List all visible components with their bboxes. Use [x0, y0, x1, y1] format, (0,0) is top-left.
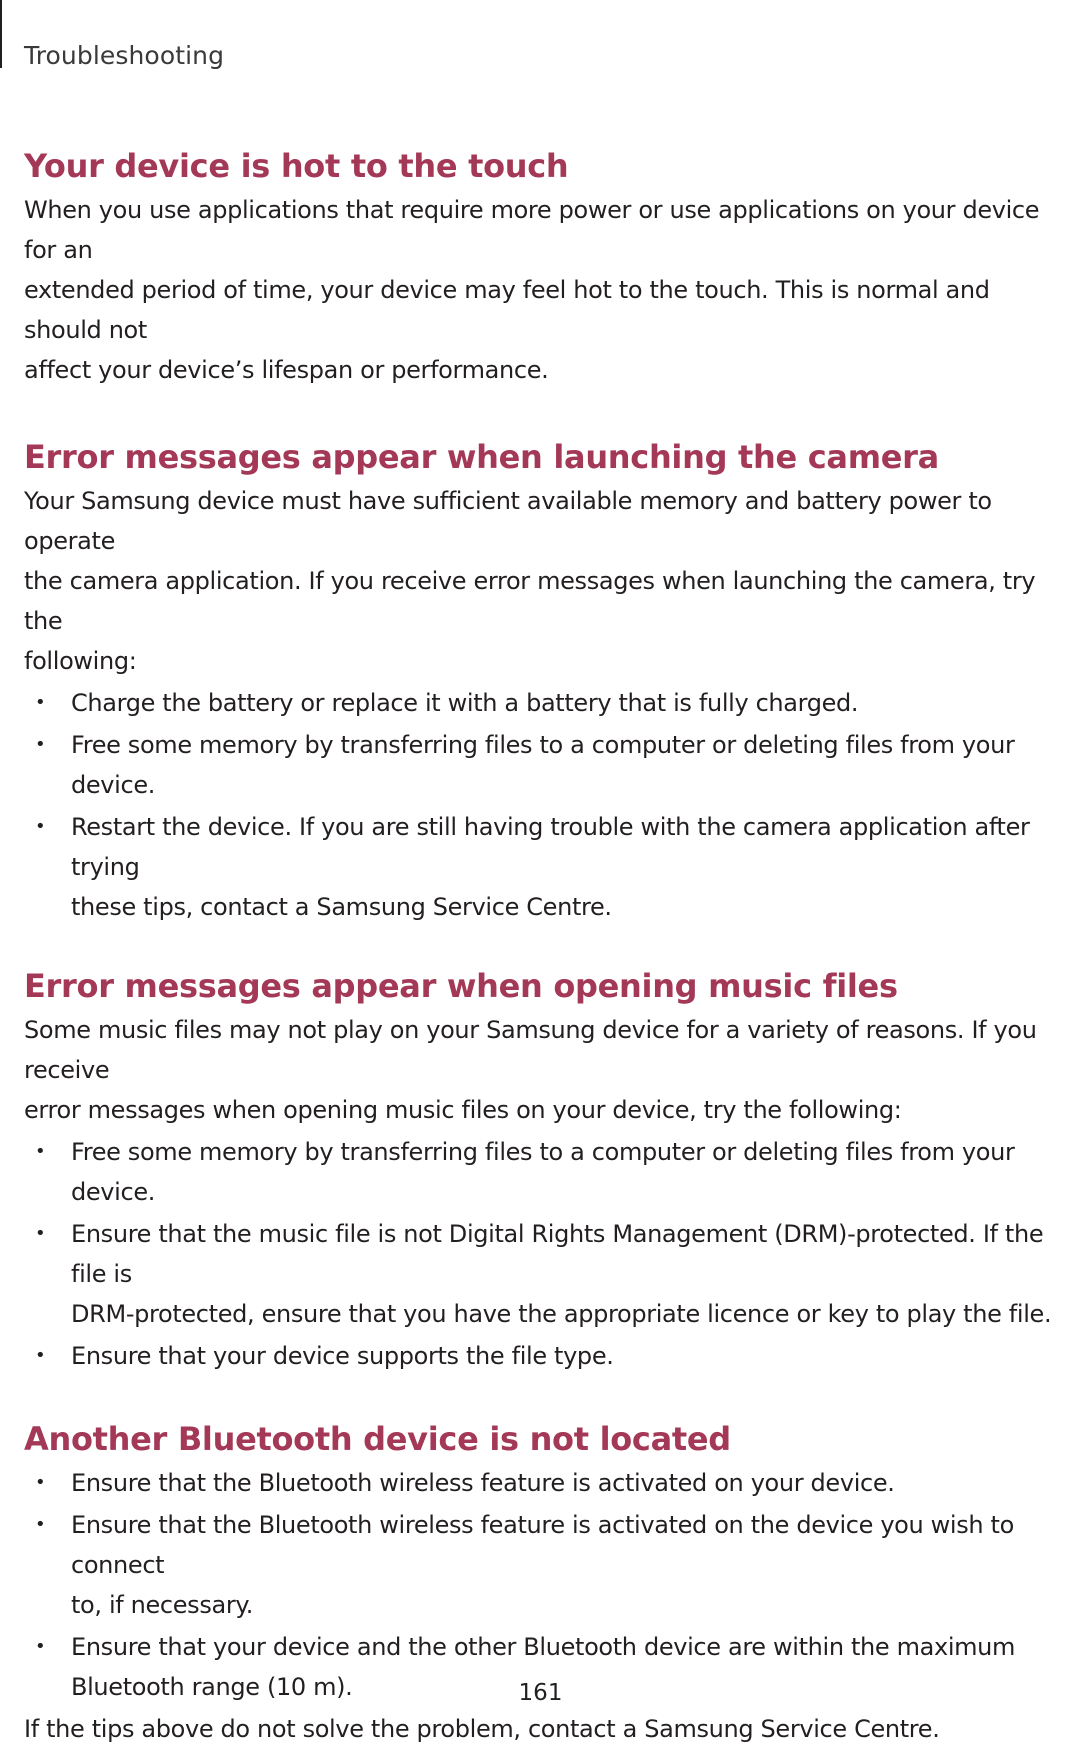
bullet-list — [24, 683, 1064, 927]
bullet-line: Ensure that your device and the other Bluetooth device are within the maximum — [71, 1633, 1016, 1661]
paragraph-line: Some music files may not play on your Samsung device for a variety of reasons. If you receive — [24, 1016, 1037, 1084]
paragraph-line: Your Samsung device must have sufficient available memory and battery power to operate — [24, 487, 992, 555]
paragraph-line: following: — [24, 647, 137, 675]
section-heading: Error messages appear when launching the camera — [24, 438, 939, 476]
bullet-line: Charge the battery or replace it with a battery that is fully charged. — [71, 689, 859, 717]
section-heading: Your device is hot to the touch — [24, 147, 569, 185]
section-paragraph — [24, 190, 1064, 390]
section-music-errors — [24, 965, 1064, 1376]
section-spacer — [24, 927, 1064, 965]
list-item — [24, 1463, 1064, 1503]
bullet-icon: • — [35, 1141, 46, 1162]
section-camera-errors — [24, 436, 1064, 927]
closing-paragraph: If the tips above do not solve the problem, contact a Samsung Service Centre. — [24, 1715, 940, 1743]
bullet-icon: • — [35, 1636, 46, 1657]
list-item — [24, 1214, 1064, 1334]
bullet-list — [24, 1132, 1064, 1376]
bullet-icon: • — [35, 1472, 46, 1493]
bullet-line: Ensure that the Bluetooth wireless feature is activated on your device. — [71, 1469, 895, 1497]
paragraph-line: extended period of time, your device may feel hot to the touch. This is normal and should not — [24, 276, 990, 344]
bullet-icon: • — [35, 816, 46, 837]
paragraph-line: error messages when opening music files on your device, try the following: — [24, 1096, 902, 1124]
paragraph-line: affect your device’s lifespan or performance. — [24, 356, 549, 384]
list-item — [24, 1336, 1064, 1376]
bullet-line: Ensure that your device supports the file type. — [71, 1342, 614, 1370]
bullet-line: Restart the device. If you are still having trouble with the camera application after trying — [71, 813, 1030, 881]
list-item — [24, 1505, 1064, 1625]
section-paragraph — [24, 1010, 1064, 1130]
bullet-line: to, if necessary. — [71, 1591, 254, 1619]
header-rule — [0, 0, 2, 68]
section-heading: Another Bluetooth device is not located — [24, 1420, 731, 1458]
bullet-icon: • — [35, 734, 46, 755]
running-head: Troubleshooting — [24, 41, 225, 70]
document-body — [24, 145, 1064, 1749]
bullet-icon: • — [35, 1345, 46, 1366]
list-item — [24, 807, 1064, 927]
bullet-line: these tips, contact a Samsung Service Centre. — [71, 893, 612, 921]
list-item — [24, 725, 1064, 805]
bullet-line: Free some memory by transferring files to a computer or deleting files from your device. — [71, 731, 1015, 799]
list-item — [24, 1132, 1064, 1212]
bullet-line: Ensure that the music file is not Digital Rights Management (DRM)-protected. If the file is — [71, 1220, 1044, 1288]
section-paragraph — [24, 481, 1064, 681]
paragraph-line: When you use applications that require more power or use applications on your device for an — [24, 196, 1040, 264]
section-spacer — [24, 1376, 1064, 1418]
section-heading: Error messages appear when opening music files — [24, 967, 898, 1005]
bullet-icon: • — [35, 1223, 46, 1244]
paragraph-line: the camera application. If you receive error messages when launching the camera, try the — [24, 567, 1036, 635]
section-spacer — [24, 390, 1064, 436]
bullet-line: Ensure that the Bluetooth wireless feature is activated on the device you wish to connect — [71, 1511, 1014, 1579]
bullet-line: Free some memory by transferring files to a computer or deleting files from your device. — [71, 1138, 1015, 1206]
bullet-icon: • — [35, 692, 46, 713]
list-item — [24, 683, 1064, 723]
section-hot-touch — [24, 145, 1064, 390]
bullet-line: DRM-protected, ensure that you have the appropriate licence or key to play the file. — [71, 1300, 1052, 1328]
bullet-icon: • — [35, 1514, 46, 1535]
bullet-line: Bluetooth range (10 m). — [71, 1673, 353, 1701]
page-number: 161 — [518, 1680, 563, 1706]
bullet-list — [24, 1463, 1064, 1707]
